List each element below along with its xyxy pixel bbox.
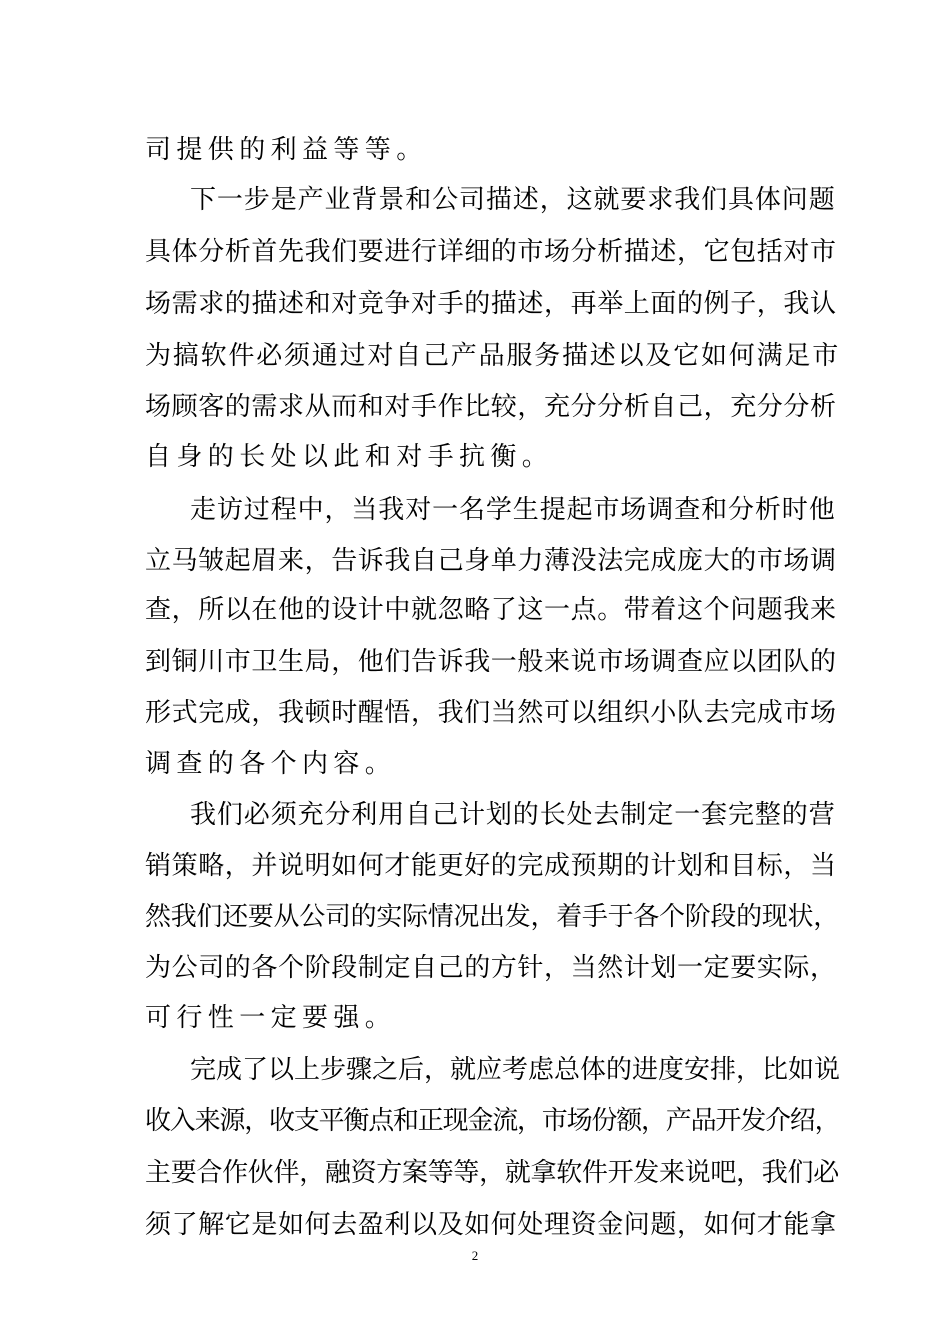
text-line: 司提供的利益等等。 bbox=[145, 135, 428, 165]
text-line: 主要合作伙伴，融资方案等等，就拿软件开发来说吧，我们必 bbox=[145, 1158, 839, 1188]
text-line: 销策略，并说明如何才能更好的完成预期的计划和目标，当 bbox=[145, 851, 837, 881]
text-line: 到铜川市卫生局，他们告诉我一般来说市场调查应以团队的 bbox=[145, 647, 837, 677]
text-line: 为搞软件必须通过对自己产品服务描述以及它如何满足市 bbox=[145, 341, 841, 371]
text-line: 形式完成，我顿时醒悟，我们当然可以组织小队去完成市场 bbox=[145, 698, 837, 728]
text-line: 可行性一定要强。 bbox=[145, 1003, 397, 1033]
text-line: 调查的各个内容。 bbox=[145, 749, 397, 779]
text-line: 自身的长处以此和对手抗衡。 bbox=[145, 442, 554, 472]
paragraph-first-line: 下一步是产业背景和公司描述，这就要求我们具体问题 bbox=[190, 185, 836, 215]
text-line: 收入来源，收支平衡点和正现金流，市场份额，产品开发介绍， bbox=[145, 1106, 840, 1136]
text-line: 立马皱起眉来，告诉我自己身单力薄没法完成庞大的市场调 bbox=[145, 546, 837, 576]
paragraph-first-line: 我们必须充分利用自己计划的长处去制定一套完整的营 bbox=[190, 800, 836, 830]
text-line: 为公司的各个阶段制定自己的方针，当然计划一定要实际， bbox=[145, 953, 837, 983]
text-line: 须了解它是如何去盈利以及如何处理资金问题，如何才能拿 bbox=[145, 1210, 837, 1240]
paragraph-first-line: 完成了以上步骤之后，就应考虑总体的进度安排，比如说 bbox=[190, 1055, 841, 1085]
page-number: 2 bbox=[471, 1248, 479, 1263]
text-line: 然我们还要从公司的实际情况出发，着手于各个阶段的现状， bbox=[145, 902, 839, 932]
text-line: 具体分析首先我们要进行详细的市场分析描述，它包括对市 bbox=[145, 237, 837, 267]
paragraph-first-line: 走访过程中，当我对一名学生提起市场调查和分析时他 bbox=[190, 495, 836, 525]
text-line: 查，所以在他的设计中就忽略了这一点。带着这个问题我来 bbox=[145, 595, 837, 625]
text-line: 场顾客的需求从而和对手作比较，充分分析自己，充分分析 bbox=[145, 392, 837, 422]
text-line: 场需求的描述和对竞争对手的描述，再举上面的例子，我认 bbox=[145, 289, 837, 319]
